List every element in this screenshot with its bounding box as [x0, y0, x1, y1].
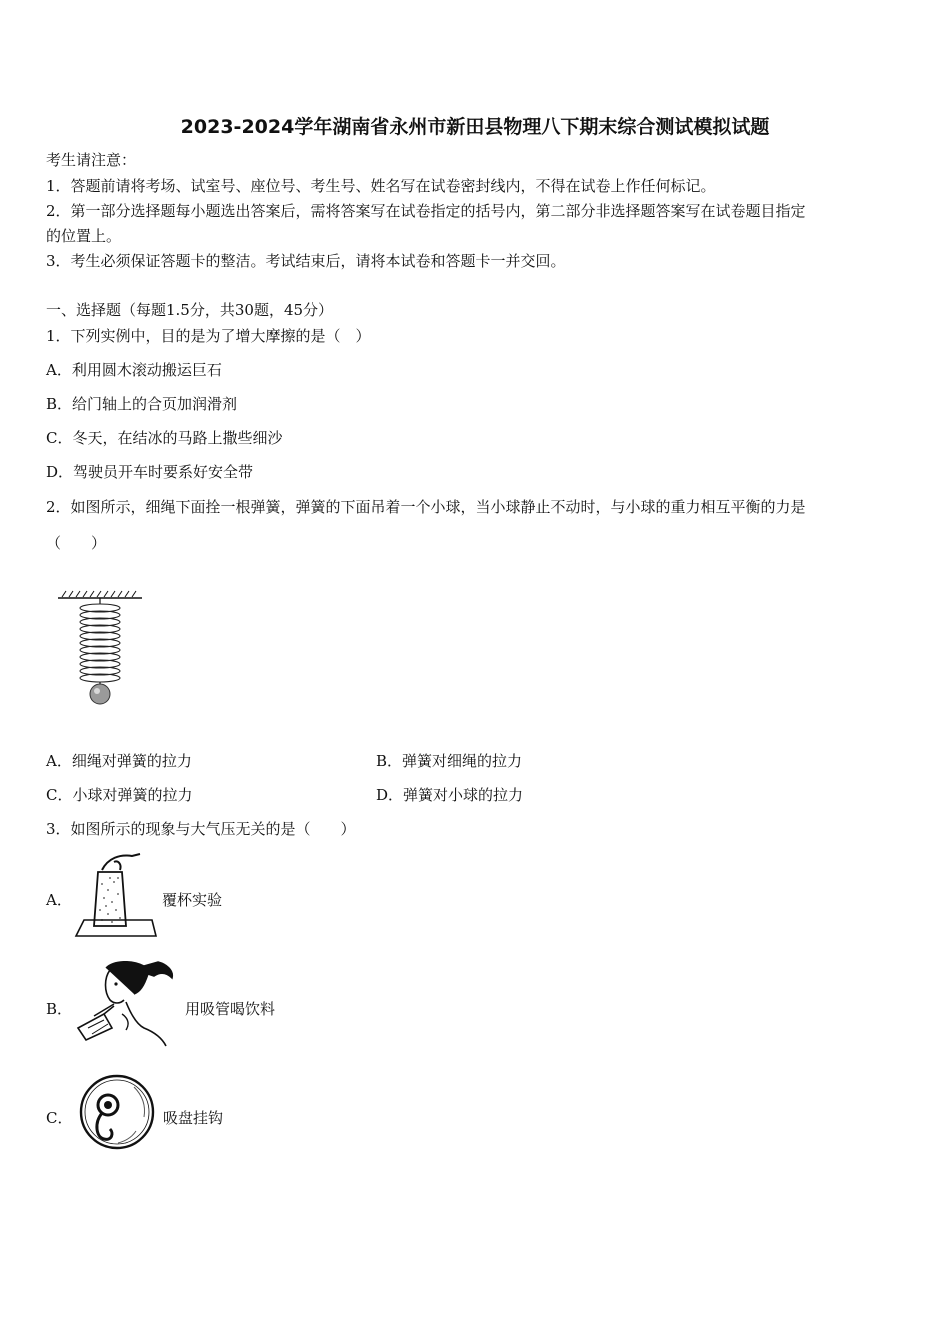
notice-item-1: 1．答题前请将考场、试室号、座位号、考生号、姓名写在试卷密封线内，不得在试卷上作任何标记。 [46, 177, 716, 195]
q3-option-c-letter: C． [46, 1109, 73, 1127]
notice-item-2-cont: 的位置上。 [46, 227, 122, 245]
q1-option-a: A．利用圆木滚动搬运巨石 [46, 361, 222, 379]
q2-option-a: A．细绳对弹簧的拉力 [46, 752, 192, 770]
overturned-cup-figure [74, 850, 158, 940]
q3-option-b-caption: 用吸管喝饮料 [185, 1000, 276, 1018]
q2-option-b: B．弹簧对细绳的拉力 [376, 752, 523, 770]
q3-option-a-letter: A． [46, 891, 72, 909]
q2-paren: （ ） [46, 534, 107, 552]
q2-stem: 2．如图所示，细绳下面拴一根弹簧，弹簧的下面吊着一个小球，当小球静止不动时，与小球的重力相互平衡的力是 [46, 498, 806, 516]
notice-item-3: 3．考生必须保证答题卡的整洁。考试结束后，请将本试卷和答题卡一并交回。 [46, 252, 566, 270]
q1-option-c: C．冬天，在结冰的马路上撒些细沙 [46, 429, 283, 447]
page-title: 2023-2024学年湖南省永州市新田县物理八下期末综合测试模拟试题 [180, 116, 770, 138]
notice-heading: 考生请注意： [46, 151, 137, 169]
suction-cup-hook-figure [76, 1073, 158, 1153]
section-heading: 一、选择题（每题1.5分，共30题，45分） [46, 301, 334, 319]
q3-stem: 3．如图所示的现象与大气压无关的是（ ） [46, 820, 356, 838]
notice-item-2: 2．第一部分选择题每小题选出答案后，需将答案写在试卷指定的括号内，第二部分非选择题答案写在试卷题目指定 [46, 202, 806, 220]
girl-drinking-straw-figure [74, 958, 182, 1048]
q3-option-b-letter: B． [46, 1000, 73, 1018]
q1-option-d: D．驾驶员开车时要系好安全带 [46, 463, 254, 481]
q2-option-d: D．弹簧对小球的拉力 [376, 786, 524, 804]
q1-option-b: B．给门轴上的合页加润滑剂 [46, 395, 238, 413]
spring-ball-figure [52, 588, 148, 710]
q3-option-c-caption: 吸盘挂钩 [163, 1109, 224, 1127]
q1-stem: 1．下列实例中，目的是为了增大摩擦的是（ ） [46, 327, 371, 345]
q2-option-c: C．小球对弹簧的拉力 [46, 786, 193, 804]
q3-option-a-caption: 覆杯实验 [162, 891, 223, 909]
